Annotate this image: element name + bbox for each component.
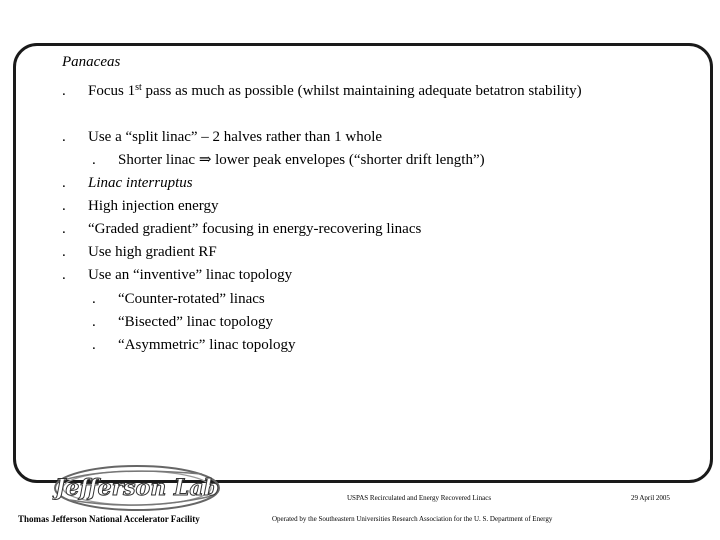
slide-frame [13, 43, 713, 483]
list-item-text: “Counter-rotated” linacs [118, 291, 265, 307]
list-item-text: Use an “inventive” linac topology [88, 267, 293, 283]
list-item-text: High injection energy [88, 198, 219, 214]
bullet-marker: . [62, 267, 66, 283]
jefferson-lab-logo [52, 462, 222, 514]
bullet-marker: . [92, 291, 96, 307]
list-item-text: “Bisected” linac topology [118, 314, 273, 330]
bullet-marker: . [62, 221, 66, 237]
list-item-text: “Graded gradient” focusing in energy-recovering linacs [88, 221, 422, 237]
bullet-marker: . [62, 129, 66, 145]
bullet-marker: . [92, 152, 96, 168]
list-item-text: “Asymmetric” linac topology [118, 337, 296, 353]
list-item-text: Focus 1st pass as much as possible (whilst maintaining adequate betatron stability) [88, 82, 582, 99]
slide-heading: Panaceas [62, 54, 121, 70]
implies-arrow-icon: ⇒ [198, 152, 212, 168]
course-name: USPAS Recirculated and Energy Recovered Linacs [347, 494, 492, 502]
list-item-text: Use high gradient RF [88, 244, 217, 260]
operator-note: Operated by the Southeastern Universities Research Association for the U. S. Department of Energy [272, 515, 553, 523]
bullet-marker: . [92, 314, 96, 330]
logo-text: Jefferson Lab [54, 475, 220, 501]
facility-name: Thomas Jefferson National Accelerator Facility [18, 514, 200, 524]
slide-date: 29 April 2005 [631, 494, 670, 502]
list-item-text: Linac interruptus [88, 175, 193, 191]
list-item-text: Use a “split linac” – 2 halves rather than 1 whole [88, 129, 383, 145]
bullet-marker: . [62, 175, 66, 191]
bullet-marker: . [62, 198, 66, 214]
list-item-text: Shorter linac ⇒ lower peak envelopes (“shorter drift length”) [118, 152, 485, 168]
bullet-marker: . [62, 244, 66, 260]
bullet-marker: . [92, 337, 96, 353]
bullet-marker: . [62, 83, 66, 99]
